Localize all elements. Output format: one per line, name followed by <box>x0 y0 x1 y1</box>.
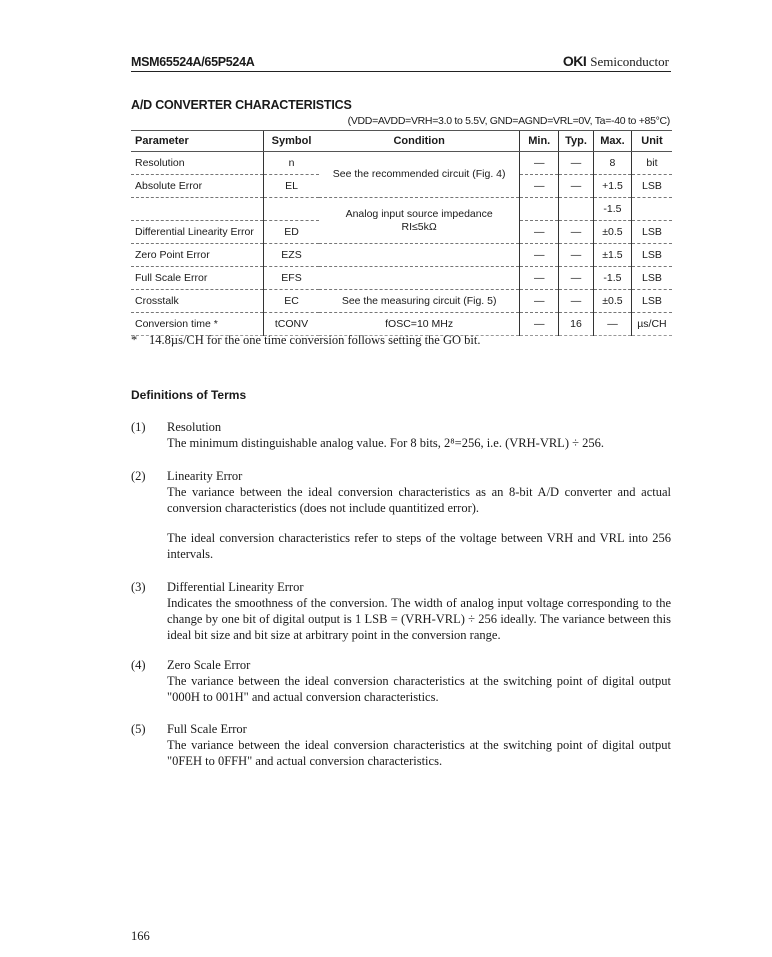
part-number: MSM65524A/65P524A <box>131 55 255 69</box>
condition-osc: fOSC=10 MHz <box>319 313 520 336</box>
min-cell: — <box>520 313 559 336</box>
symbol-cell <box>264 198 319 221</box>
brand <box>563 53 669 70</box>
definition-body: The variance between the ideal conversion characteristics at the switching point of digital output "000H to 001H" and actual conversion characteristics. <box>167 674 671 704</box>
min-cell: — <box>520 152 559 175</box>
footnote-mark: * <box>131 333 138 347</box>
param-cell: Absolute Error <box>131 175 264 198</box>
unit-cell: LSB <box>631 175 672 198</box>
definition-number: (5) <box>131 722 146 736</box>
param-cell: Full Scale Error <box>131 267 264 290</box>
definition-body: The variance between the ideal conversion characteristics at the switching point of digital output "0FEH to 0FFH" and actual conversion characteristics. <box>167 738 671 768</box>
symbol-cell: EFS <box>264 267 319 290</box>
max-cell: +1.5 <box>593 175 631 198</box>
footnote-text: 14.8µs/CH for the one time conversion follows setting the GO bit. <box>149 333 481 347</box>
typ-cell: — <box>559 152 594 175</box>
definition-term: Full Scale Error <box>167 722 247 736</box>
typ-cell: — <box>559 175 594 198</box>
definition-term: Linearity Error <box>167 469 243 483</box>
condition-empty <box>319 267 520 290</box>
symbol-cell: EZS <box>264 244 319 267</box>
table-header-row <box>131 131 672 152</box>
table-row <box>131 290 672 313</box>
unit-cell: LSB <box>631 267 672 290</box>
typ-cell: — <box>559 267 594 290</box>
typ-cell: — <box>559 290 594 313</box>
table-row <box>131 152 672 175</box>
max-cell: ±0.5 <box>593 290 631 313</box>
col-unit: Unit <box>631 131 672 152</box>
col-min: Min. <box>520 131 559 152</box>
max-cell: ±1.5 <box>593 244 631 267</box>
definition-body: Indicates the smoothness of the conversion. The width of analog input voltage corresponding to the change by one bit of digital output is 1 LSB = (VRH-VRL) ÷ 256 ideally. The variance between this ideal bit size and bit size at arbitrary point in the conversion range. <box>167 596 671 642</box>
table-row <box>131 198 672 221</box>
table-row <box>131 267 672 290</box>
max-cell: -1.5 <box>593 267 631 290</box>
definition-body-2: The ideal conversion characteristics refer to steps of the voltage between VRH and VRL into 256 intervals. <box>167 531 671 561</box>
param-cell: Crosstalk <box>131 290 264 313</box>
definition-number: (4) <box>131 658 146 672</box>
unit-cell: µs/CH <box>631 313 672 336</box>
typ-cell: — <box>559 221 594 244</box>
condition-recommended: See the recommended circuit (Fig. 4) <box>319 152 520 198</box>
typ-cell <box>559 198 594 221</box>
condition-empty <box>319 244 520 267</box>
symbol-cell: n <box>264 152 319 175</box>
min-cell: — <box>520 221 559 244</box>
min-cell: — <box>520 175 559 198</box>
definition-number: (2) <box>131 469 146 483</box>
param-cell: Zero Point Error <box>131 244 264 267</box>
definition-body: The minimum distinguishable analog value. For 8 bits, 2⁸=256, i.e. (VRH-VRL) ÷ 256. <box>167 436 604 450</box>
typ-cell: — <box>559 244 594 267</box>
section-title: A/D CONVERTER CHARACTERISTICS <box>131 98 352 112</box>
param-cell: Resolution <box>131 152 264 175</box>
unit-cell: LSB <box>631 221 672 244</box>
condition-impedance <box>319 198 520 244</box>
definition-term: Zero Scale Error <box>167 658 251 672</box>
max-cell: ±0.5 <box>593 221 631 244</box>
col-condition: Condition <box>319 131 520 152</box>
oki-logo: OKI <box>562 53 587 69</box>
param-cell: Conversion time * <box>131 313 264 336</box>
impedance-line-1: Analog input source impedance <box>345 207 493 220</box>
footnote <box>131 333 480 348</box>
table-row <box>131 244 672 267</box>
min-cell: — <box>520 267 559 290</box>
min-cell: — <box>520 244 559 267</box>
symbol-cell: ED <box>264 221 319 244</box>
definitions-title: Definitions of Terms <box>131 388 247 402</box>
impedance-line-2: RI≤5kΩ <box>401 220 437 233</box>
unit-cell: bit <box>631 152 672 175</box>
brand-text: Semiconductor <box>590 54 669 69</box>
col-max: Max. <box>593 131 631 152</box>
col-symbol: Symbol <box>264 131 319 152</box>
symbol-cell: tCONV <box>264 313 319 336</box>
max-cell: -1.5 <box>593 198 631 221</box>
typ-cell: 16 <box>559 313 594 336</box>
test-conditions: (VDD=AVDD=VRH=3.0 to 5.5V, GND=AGND=VRL=0V, Ta=-40 to +85°C) <box>347 115 670 127</box>
unit-cell: LSB <box>631 244 672 267</box>
min-cell <box>520 198 559 221</box>
max-cell: — <box>593 313 631 336</box>
param-cell <box>131 198 264 221</box>
unit-cell: LSB <box>631 290 672 313</box>
condition-measuring: See the measuring circuit (Fig. 5) <box>319 290 520 313</box>
param-cell: Differential Linearity Error <box>131 221 264 244</box>
definition-term: Resolution <box>167 420 222 434</box>
page-number: 166 <box>131 929 150 943</box>
symbol-cell: EL <box>264 175 319 198</box>
definition-term: Differential Linearity Error <box>167 580 304 594</box>
header-rule <box>131 71 671 72</box>
symbol-cell: EC <box>264 290 319 313</box>
definition-number: (3) <box>131 580 146 594</box>
unit-cell <box>631 198 672 221</box>
min-cell: — <box>520 290 559 313</box>
definition-number: (1) <box>131 420 146 434</box>
ad-characteristics-table <box>131 130 672 336</box>
col-parameter: Parameter <box>131 131 264 152</box>
max-cell: 8 <box>593 152 631 175</box>
definition-body: The variance between the ideal conversion characteristics as an 8-bit A/D converter and actual conversion characteristics (does not include quantitized error). <box>167 485 671 515</box>
col-typ: Typ. <box>559 131 594 152</box>
